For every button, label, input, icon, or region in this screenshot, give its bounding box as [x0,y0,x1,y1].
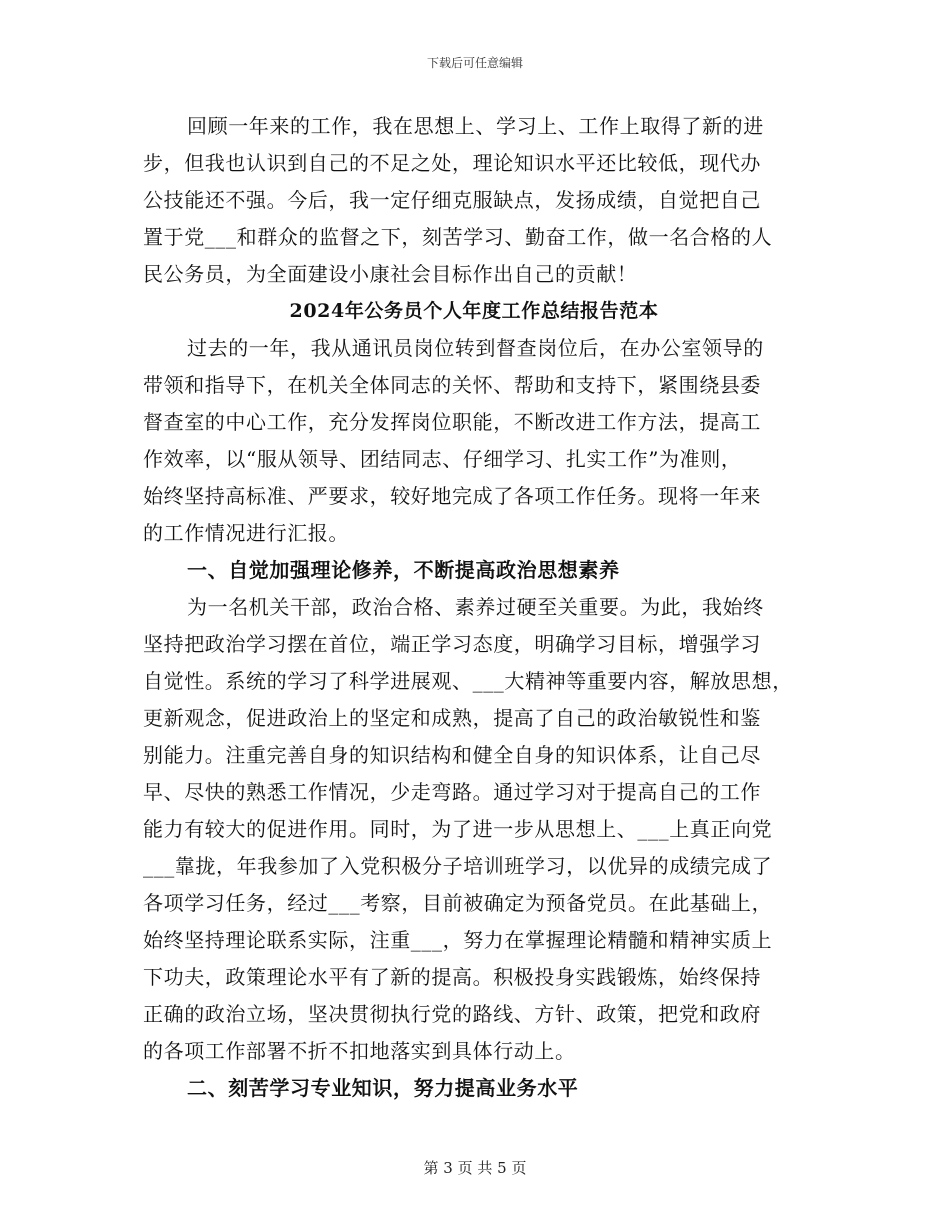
text-line: 置于党___和群众的监督之下，刻苦学习、勤奋工作，做一名合格的人 [143,225,773,249]
text-line: 带领和指导下，在机关全体同志的关怀、帮助和支持下，紧围绕县委 [143,373,761,397]
text-line: 始终坚持理论联系实际，注重___，努力在掌握理论精髓和精神实质上 [143,928,773,952]
document-body [143,108,815,1107]
text-line: 步，但我也认识到自己的不足之处，理论知识水平还比较低，现代办 [143,151,761,175]
section-heading: 二、刻苦学习专业知识，努力提高业务水平 [187,1076,579,1100]
text-line: 督查室的中心工作，充分发挥岗位职能，不断改进工作方法，提高工 [143,410,761,434]
text-line: 正确的政治立场，坚决贯彻执行党的路线、方针、政策，把党和政府 [143,1002,761,1026]
paragraph-start-line: 过去的一年，我从通讯员岗位转到督查岗位后，在办公室领导的 [187,336,764,360]
text-line: 各项学习任务，经过___考察，目前被确定为预备党员。在此基础上， [143,891,773,915]
text-line: 的工作情况进行汇报。 [143,521,349,545]
paragraph-start-line: 回顾一年来的工作，我在思想上、学习上、工作上取得了新的进 [187,114,764,138]
document-title: 2024年公务员个人年度工作总结报告范本 [289,300,659,322]
text-line: 早、尽快的熟悉工作情况，少走弯路。通过学习对于提高自己的工作 [143,780,761,804]
text-line: 别能力。注重完善自身的知识结构和健全自身的知识体系，让自己尽 [143,743,761,767]
page-footer: 第 3 页 共 5 页 [423,1159,527,1177]
text-line: ___靠拢，年我参加了入党积极分子培训班学习，以优异的成绩完成了 [143,854,773,878]
text-line: 民公务员，为全面建设小康社会目标作出自己的贡献！ [143,262,638,286]
text-line: 的各项工作部署不折不扣地落实到具体行动上。 [143,1039,576,1063]
text-line: 能力有较大的促进作用。同时，为了进一步从思想上、___上真正向党 [143,817,773,841]
text-line: 始终坚持高标准、严要求，较好地完成了各项工作任务。现将一年来 [143,484,761,508]
text-line: 作效率，以“服从领导、团结同志、仔细学习、扎实工作”为准则， [143,447,742,471]
text-line: 公技能还不强。今后，我一定仔细克服缺点，发扬成绩，自觉把自己 [143,188,761,212]
text-line: 坚持把政治学习摆在首位，端正学习态度，明确学习目标，增强学习 [143,632,761,656]
section-heading: 一、自觉加强理论修养，不断提高政治思想素养 [187,558,620,582]
text-line: 自觉性。系统的学习了科学进展观、___大精神等重要内容，解放思想， [143,669,793,693]
text-line: 下功夫，政策理论水平有了新的提高。积极投身实践锻炼，始终保持 [143,965,761,989]
text-line: 更新观念，促进政治上的坚定和成熟，提高了自己的政治敏锐性和鉴 [143,706,761,730]
header-note: 下载后可任意编辑 [426,56,523,70]
paragraph-start-line: 为一名机关干部，政治合格、素养过硬至关重要。为此，我始终 [187,595,764,619]
